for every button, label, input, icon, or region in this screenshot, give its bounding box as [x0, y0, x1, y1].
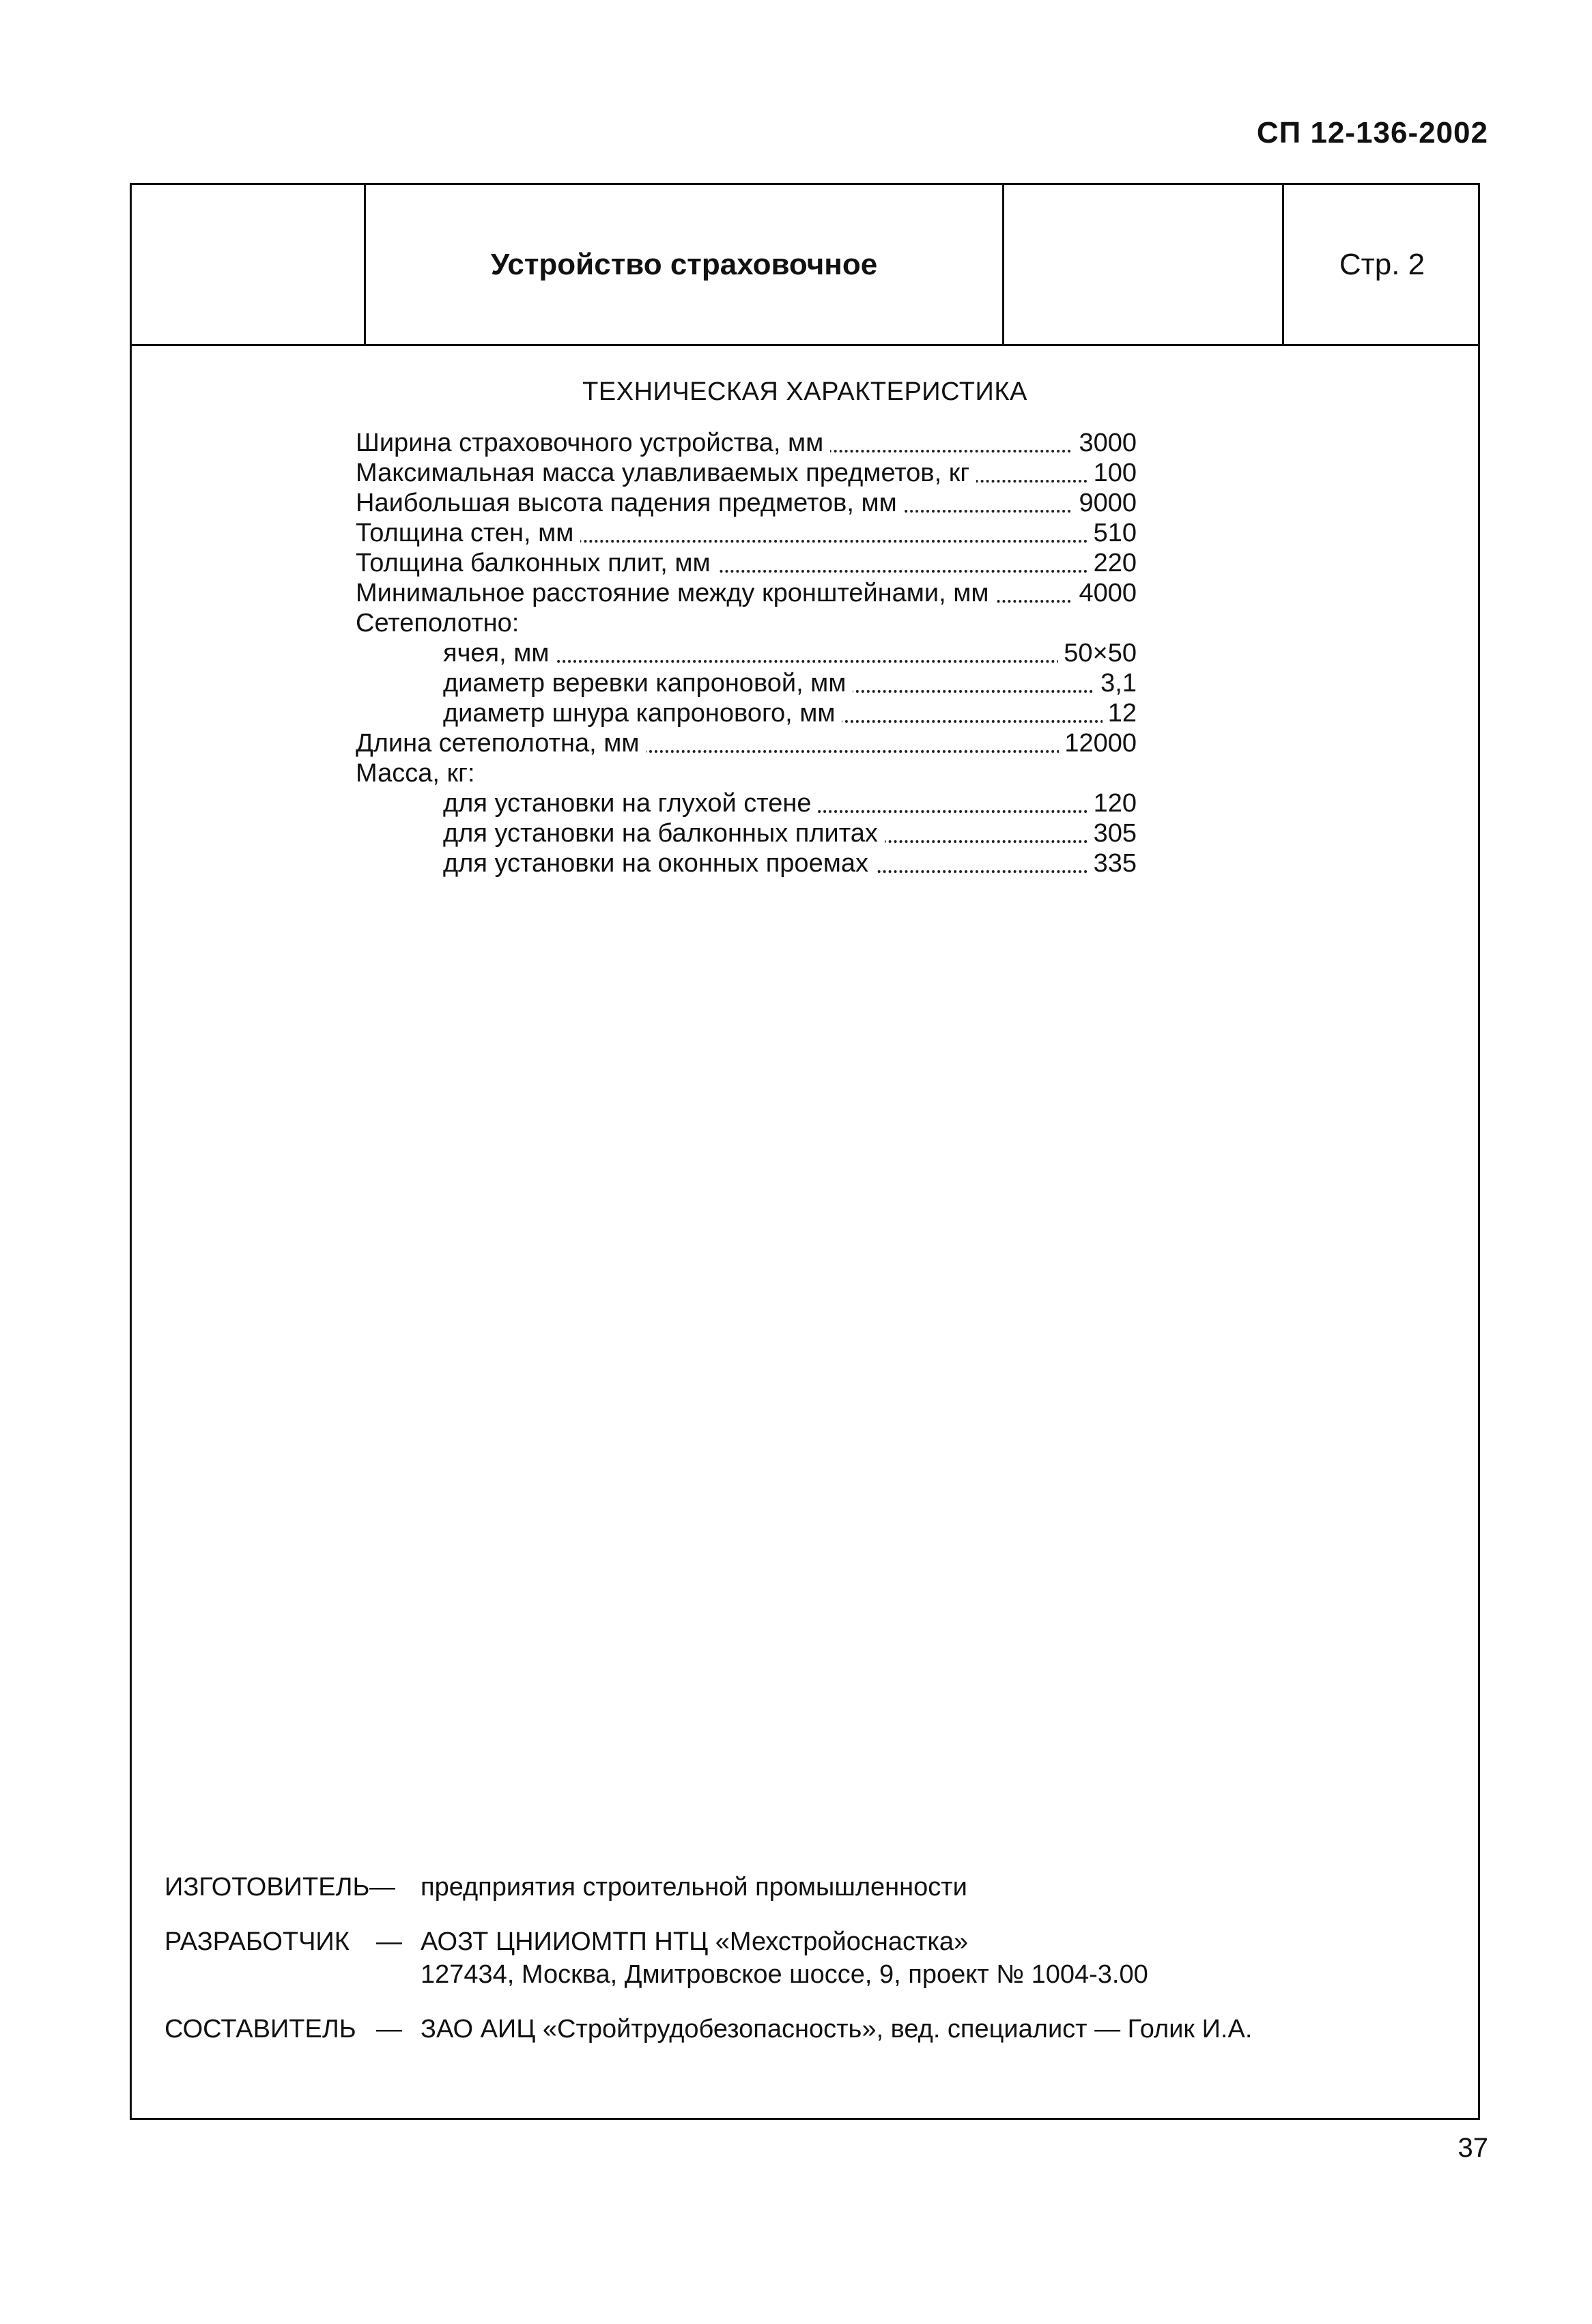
- credit-role: ИЗГОТОВИТЕЛЬ: [165, 1873, 370, 1902]
- spec-label: Длина сетеполотна, мм: [356, 728, 646, 758]
- page-number: 37: [1458, 2133, 1488, 2163]
- credit-role: РАЗРАБОТЧИК: [165, 1927, 350, 1956]
- title-block: [132, 185, 1478, 346]
- credit-text: ЗАО АИЦ «Стройтрудобезопасность», вед. специалист — Голик И.А.: [421, 2015, 1253, 2043]
- document-code: СП 12-136-2002: [1256, 116, 1488, 149]
- specs-list: [356, 428, 1380, 878]
- spec-row: [356, 698, 1380, 728]
- credit-address: 127434, Москва, Дмитровское шоссе, 9, проект № 1004-3.00: [421, 1960, 1148, 1989]
- spec-group-heading: [356, 608, 1380, 638]
- credit-role: СОСТАВИТЕЛЬ: [165, 2015, 356, 2043]
- credit-dash: —: [376, 2015, 402, 2043]
- sheet-number: Стр. 2: [1339, 247, 1425, 281]
- spec-row: [356, 488, 1380, 518]
- spec-row: [356, 458, 1380, 488]
- spec-label: диаметр веревки капроновой, мм: [443, 668, 853, 698]
- spec-value: 220: [1088, 548, 1137, 578]
- specs-heading: ТЕХНИЧЕСКАЯ ХАРАКТЕРИСТИКА: [582, 377, 1027, 406]
- spec-row: [356, 428, 1380, 458]
- drawing-title: Устройство страховочное: [490, 247, 878, 281]
- document-frame: [130, 183, 1480, 2120]
- spec-value: 50×50: [1058, 638, 1137, 668]
- spec-label: для установки на оконных проемах: [443, 848, 875, 878]
- spec-label: для установки на балконных плитах: [443, 818, 885, 848]
- credits-block: [165, 1871, 1427, 2067]
- spec-value: 3000: [1073, 428, 1137, 458]
- spec-row: [356, 578, 1380, 608]
- spec-value: 12000: [1059, 728, 1137, 758]
- spec-label: Масса, кг:: [356, 758, 482, 788]
- spec-value: 510: [1088, 518, 1137, 548]
- spec-row: [356, 788, 1380, 818]
- spec-row: [356, 548, 1380, 578]
- spec-value: 4000: [1073, 578, 1137, 608]
- spec-row: [356, 668, 1380, 698]
- spec-value: 100: [1088, 458, 1137, 488]
- spec-label: Минимальное расстояние между кронштейнами, мм: [356, 578, 996, 608]
- credit-dash: —: [369, 1873, 395, 1902]
- spec-row: [356, 848, 1380, 878]
- spec-label: Максимальная масса улавливаемых предметов, кг: [356, 458, 976, 488]
- spec-value: 120: [1088, 788, 1137, 818]
- spec-label: Сетеполотно:: [356, 608, 526, 638]
- credit-text: предприятия строительной промышленности: [421, 1873, 967, 1902]
- credit-dash: —: [376, 1927, 402, 1956]
- spec-value: 305: [1088, 818, 1137, 848]
- spec-row: [356, 728, 1380, 758]
- spec-value: 9000: [1073, 488, 1137, 518]
- spec-label: Ширина страховочного устройства, мм: [356, 428, 830, 458]
- spec-label: ячея, мм: [443, 638, 556, 668]
- title-block-cell-title: [366, 185, 1004, 344]
- credit-manufacturer: [165, 1871, 1427, 1904]
- title-block-cell-sheet: [1284, 185, 1480, 344]
- spec-label: Наибольшая высота падения предметов, мм: [356, 488, 904, 518]
- title-block-cell-empty-right: [1004, 185, 1284, 344]
- credit-compiler: [165, 2013, 1427, 2046]
- spec-label: для установки на глухой стене: [443, 788, 818, 818]
- spec-label: диаметр шнура капронового, мм: [443, 698, 842, 728]
- spec-label: Толщина балконных плит, мм: [356, 548, 717, 578]
- spec-row: [356, 818, 1380, 848]
- spec-value: 3,1: [1095, 668, 1137, 698]
- credit-developer: [165, 1925, 1427, 1991]
- credit-text: АОЗТ ЦНИИОМТП НТЦ «Мехстройоснастка»: [421, 1927, 969, 1956]
- spec-group-heading: [356, 758, 1380, 788]
- spec-label: Толщина стен, мм: [356, 518, 580, 548]
- title-block-cell-empty-left: [132, 185, 366, 344]
- spec-value: 335: [1088, 848, 1137, 878]
- spec-row: [356, 638, 1380, 668]
- spec-row: [356, 518, 1380, 548]
- spec-value: 12: [1103, 698, 1137, 728]
